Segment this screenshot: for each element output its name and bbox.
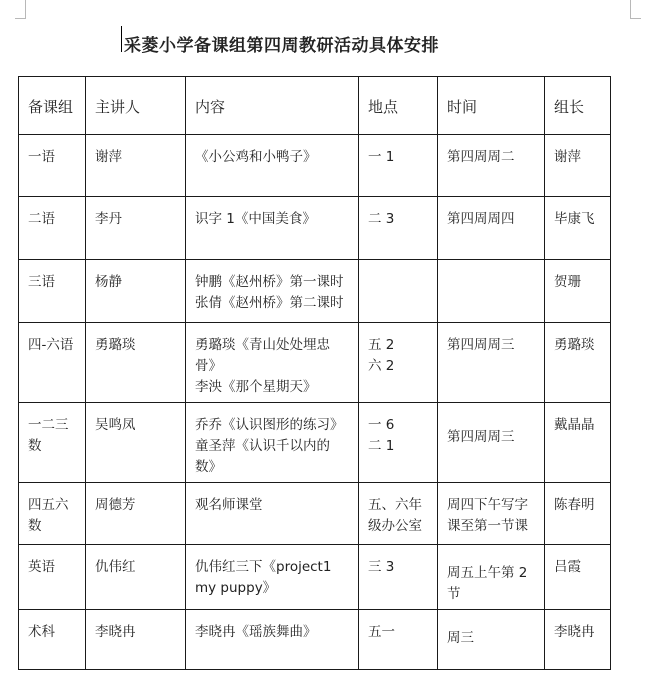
cell-time[interactable] [438, 260, 545, 323]
cell-time[interactable] [438, 403, 545, 483]
table-row [19, 403, 611, 483]
cell-time[interactable] [438, 610, 545, 670]
cell-time[interactable] [438, 483, 545, 545]
schedule-table [18, 76, 611, 670]
table-row [19, 197, 611, 260]
content-line: 观名师课堂 [195, 497, 263, 513]
cell-group[interactable] [19, 403, 86, 483]
cell-speaker[interactable]: 杨静 [86, 260, 186, 323]
content-line: 数》 [195, 459, 222, 475]
cell-place[interactable] [359, 260, 438, 323]
place-line: 一 1 [368, 149, 395, 165]
cell-time[interactable] [438, 135, 545, 197]
time-line: 周四下午写字 [447, 497, 528, 513]
place-line: 二 1 [368, 438, 395, 454]
time-line: 节 [447, 586, 461, 602]
cell-place[interactable] [359, 403, 438, 483]
cell-time[interactable] [438, 197, 545, 260]
cell-content[interactable] [186, 135, 359, 197]
content-line: 李泱《那个星期天》 [195, 379, 317, 395]
cell-group[interactable]: 四-六语 [19, 323, 86, 403]
time-line: 第四周周二 [447, 149, 515, 165]
table-row [19, 545, 611, 610]
place-line: 五 2 [368, 337, 395, 353]
table-row [19, 135, 611, 197]
cell-place[interactable] [359, 197, 438, 260]
time-line: 第四周周四 [447, 211, 515, 227]
cell-place[interactable] [359, 610, 438, 670]
cell-leader[interactable]: 陈春明 [545, 483, 611, 545]
group-line: 一二三 [28, 417, 69, 433]
cell-place[interactable] [359, 323, 438, 403]
content-line: 骨》 [195, 358, 222, 374]
cell-time[interactable] [438, 545, 545, 610]
cell-leader[interactable]: 吕霞 [545, 545, 611, 610]
cell-content[interactable] [186, 545, 359, 610]
cell-group[interactable]: 二语 [19, 197, 86, 260]
place-line: 二 3 [368, 211, 395, 227]
content-line: 张倩《赵州桥》第二课时 [195, 295, 344, 311]
content-line: 识字 1《中国美食》 [195, 211, 316, 227]
content-line: 钟鹏《赵州桥》第一课时 [195, 274, 344, 290]
cell-content[interactable] [186, 610, 359, 670]
header-group[interactable]: 备课组 [19, 77, 86, 135]
time-line: 周三 [447, 630, 474, 646]
time-line: 周五上午第 2 [447, 565, 528, 581]
cell-leader[interactable]: 李晓冉 [545, 610, 611, 670]
cell-place[interactable] [359, 545, 438, 610]
cell-speaker[interactable]: 周德芳 [86, 483, 186, 545]
content-line: 童圣萍《认识千以内的 [195, 438, 330, 454]
cell-content[interactable] [186, 260, 359, 323]
cell-speaker[interactable]: 李晓冉 [86, 610, 186, 670]
cell-time[interactable] [438, 323, 545, 403]
place-line: 三 3 [368, 559, 395, 575]
table-row [19, 260, 611, 323]
place-line: 五一 [368, 624, 395, 640]
content-line: 乔乔《认识图形的练习》 [195, 417, 344, 433]
cell-place[interactable] [359, 483, 438, 545]
cell-group[interactable]: 英语 [19, 545, 86, 610]
cell-leader[interactable]: 贺珊 [545, 260, 611, 323]
time-line: 第四周周三 [447, 337, 515, 353]
group-line: 数 [28, 438, 42, 454]
place-line: 五、六年 [368, 497, 422, 513]
content-line: 李晓冉《瑶族舞曲》 [195, 624, 317, 640]
cell-leader[interactable]: 毕康飞 [545, 197, 611, 260]
table-row [19, 610, 611, 670]
cell-speaker[interactable]: 李丹 [86, 197, 186, 260]
cell-speaker[interactable]: 吴鸣凤 [86, 403, 186, 483]
cell-group[interactable]: 一语 [19, 135, 86, 197]
place-line: 一 6 [368, 417, 395, 433]
header-content[interactable]: 内容 [186, 77, 359, 135]
cell-leader[interactable]: 谢萍 [545, 135, 611, 197]
text-cursor [121, 26, 122, 52]
page-corner-mark-left [15, 0, 26, 19]
group-line: 四五六 [28, 497, 69, 513]
cell-content[interactable] [186, 197, 359, 260]
cell-content[interactable] [186, 483, 359, 545]
cell-content[interactable] [186, 323, 359, 403]
group-line: 数 [28, 518, 42, 534]
time-line: 课至第一节课 [447, 518, 528, 534]
cell-speaker[interactable]: 谢萍 [86, 135, 186, 197]
table-row [19, 483, 611, 545]
content-line: my puppy》 [195, 580, 277, 596]
header-leader[interactable]: 组长 [545, 77, 611, 135]
content-line: 仇伟红三下《project1 [195, 559, 332, 575]
page-corner-mark-right [630, 0, 641, 19]
cell-speaker[interactable]: 勇璐琰 [86, 323, 186, 403]
cell-group[interactable]: 术科 [19, 610, 86, 670]
content-line: 《小公鸡和小鸭子》 [195, 149, 317, 165]
cell-place[interactable] [359, 135, 438, 197]
content-line: 勇璐琰《青山处处埋忠 [195, 337, 330, 353]
cell-speaker[interactable]: 仇伟红 [86, 545, 186, 610]
table-header-row [19, 77, 611, 135]
document-title[interactable]: 采菱小学备课组第四周教研活动具体安排 [124, 36, 439, 56]
cell-content[interactable] [186, 403, 359, 483]
cell-group[interactable] [19, 483, 86, 545]
place-line: 六 2 [368, 358, 395, 374]
header-time[interactable]: 时间 [438, 77, 545, 135]
place-line: 级办公室 [368, 518, 422, 534]
table-row [19, 323, 611, 403]
header-speaker[interactable]: 主讲人 [86, 77, 186, 135]
cell-group[interactable]: 三语 [19, 260, 86, 323]
cell-leader[interactable]: 勇璐琰 [545, 323, 611, 403]
time-line: 第四周周三 [447, 429, 515, 445]
cell-leader[interactable]: 戴晶晶 [545, 403, 611, 483]
header-place[interactable]: 地点 [359, 77, 438, 135]
